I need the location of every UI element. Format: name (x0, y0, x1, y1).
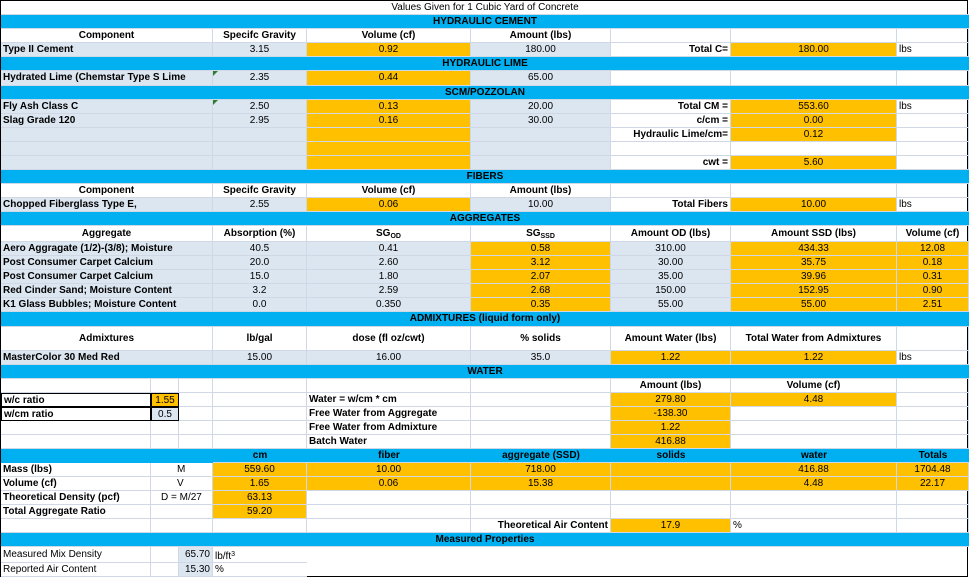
col-sg-ssd[interactable] (471, 226, 611, 242)
aggregate-volume[interactable]: 0.90 (897, 284, 969, 298)
fiber-component[interactable]: Chopped Fiberglass Type E, (1, 198, 213, 212)
title-row (1, 1, 969, 15)
scm-header-row (1, 86, 969, 100)
reported-air-label[interactable]: Reported Air Content (1, 563, 151, 577)
measured-density-label[interactable]: Measured Mix Density (1, 547, 151, 563)
aggregate-sg-od[interactable]: 2.60 (307, 256, 471, 270)
batch-water-label[interactable]: Batch Water (307, 435, 471, 449)
empty-cell[interactable] (897, 435, 969, 449)
volume-label[interactable]: Volume (cf) (1, 477, 151, 491)
empty-cell[interactable] (897, 491, 969, 505)
empty-cell[interactable] (179, 421, 213, 435)
aggregate-absorption[interactable]: 15.0 (213, 270, 307, 284)
empty-cell[interactable] (897, 327, 969, 351)
aggregate-row (1, 242, 969, 256)
aggregate-amount-ssd[interactable]: 35.75 (731, 256, 897, 270)
fibers-header[interactable]: FIBERS (1, 170, 969, 184)
cwt-label[interactable]: cwt = (611, 156, 731, 170)
col-water-volume[interactable]: Volume (cf) (731, 379, 897, 393)
empty-cell[interactable] (151, 379, 179, 393)
empty-cell[interactable] (1, 435, 151, 449)
empty-cell[interactable] (897, 71, 969, 86)
measured-header-row (1, 533, 969, 547)
empty-cell[interactable] (307, 379, 471, 393)
aggregate-amount-od[interactable]: 150.00 (611, 284, 731, 298)
mass-symbol[interactable]: M (151, 463, 213, 477)
empty-cell[interactable] (897, 421, 969, 435)
cement-row (1, 43, 969, 57)
fiber-sg[interactable]: 2.55 (213, 198, 307, 212)
aggregate-amount-ssd[interactable]: 434.33 (731, 242, 897, 256)
volume-aggregate[interactable]: 15.38 (471, 477, 611, 491)
empty-cell[interactable] (213, 379, 307, 393)
hydraulic-cement-header-row (1, 15, 969, 29)
empty-cell[interactable] (731, 142, 897, 156)
empty-cell[interactable] (1, 421, 151, 435)
col-specific-gravity[interactable]: Specifc Gravity (213, 29, 307, 43)
empty-cell[interactable] (151, 435, 179, 449)
empty-cell[interactable] (611, 505, 731, 519)
free-water-aggregate-value[interactable]: -138.30 (611, 407, 731, 421)
lime-sg[interactable] (213, 71, 307, 86)
scm-volume[interactable] (307, 156, 471, 170)
aggregate-amount-ssd[interactable]: 152.95 (731, 284, 897, 298)
free-water-admixture-label[interactable]: Free Water from Admixture (307, 421, 471, 435)
measured-properties-header[interactable]: Measured Properties (1, 533, 969, 547)
aggregate-amount-od[interactable]: 30.00 (611, 256, 731, 270)
empty-cell[interactable] (611, 71, 731, 86)
scm-amount[interactable] (471, 142, 611, 156)
scm-header[interactable]: SCM/POZZOLAN (1, 86, 969, 100)
total-cm-label[interactable]: Total CM = (611, 100, 731, 114)
ccm-label[interactable]: c/cm = (611, 114, 731, 128)
aggregate-amount-od[interactable]: 310.00 (611, 242, 731, 256)
aggregate-absorption[interactable]: 0.0 (213, 298, 307, 312)
fiber-row (1, 198, 969, 212)
water-row-wcm (1, 407, 969, 421)
aggregate-amount-od[interactable]: 35.00 (611, 270, 731, 284)
empty-cell[interactable] (731, 71, 897, 86)
aggregate-sg-ssd[interactable]: 2.68 (471, 284, 611, 298)
total-c-value[interactable]: 180.00 (731, 43, 897, 57)
free-water-aggregate-label[interactable]: Free Water from Aggregate (307, 407, 471, 421)
water-row-admix (1, 421, 969, 435)
scm-sg[interactable]: 2.95 (213, 114, 307, 128)
empty-cell[interactable] (179, 435, 213, 449)
empty-cell[interactable] (151, 519, 213, 533)
cement-component[interactable]: Type II Cement (1, 43, 213, 57)
density-row (1, 491, 969, 505)
fiber-volume[interactable]: 0.06 (307, 198, 471, 212)
total-fibers-value[interactable]: 10.00 (731, 198, 897, 212)
total-c-label[interactable]: Total C= (611, 43, 731, 57)
aggregate-name[interactable]: Post Consumer Carpet Calcium (1, 270, 213, 284)
volume-total[interactable]: 22.17 (897, 477, 969, 491)
aggregate-amount-od[interactable]: 55.00 (611, 298, 731, 312)
mass-total[interactable]: 1704.48 (897, 463, 969, 477)
empty-cell[interactable] (731, 491, 897, 505)
col-solids[interactable]: % solids (471, 327, 611, 351)
admixtures-header-row (1, 312, 969, 327)
total-aggregate-ratio-value[interactable]: 59.20 (213, 505, 307, 519)
volume-symbol[interactable]: V (151, 477, 213, 491)
hydraulic-cement-header[interactable]: HYDRAULIC CEMENT (1, 15, 969, 29)
comment-marker-icon (213, 100, 218, 105)
col-amount-water[interactable]: Amount Water (lbs) (611, 327, 731, 351)
empty-cell[interactable] (471, 379, 611, 393)
empty-cell[interactable] (897, 519, 969, 533)
mass-cm[interactable]: 559.60 (213, 463, 307, 477)
scm-volume[interactable] (307, 142, 471, 156)
empty-cell[interactable] (213, 407, 307, 421)
hydraulic-lime-header[interactable]: HYDRAULIC LIME (1, 57, 969, 71)
aggregate-name[interactable]: Red Cinder Sand; Moisture Content (1, 284, 213, 298)
scm-volume[interactable] (307, 128, 471, 142)
total-fibers-unit[interactable]: lbs (897, 198, 969, 212)
volume-solids[interactable] (611, 477, 731, 491)
total-cm-value[interactable]: 553.60 (731, 100, 897, 114)
col-volume[interactable]: Volume (cf) (307, 184, 471, 198)
aggregate-amount-ssd[interactable]: 55.00 (731, 298, 897, 312)
empty-cell[interactable] (897, 393, 969, 407)
aggregate-sg-ssd[interactable]: 0.58 (471, 242, 611, 256)
empty-cell[interactable] (731, 435, 897, 449)
cwt-value[interactable]: 5.60 (731, 156, 897, 170)
measured-density-row (1, 547, 969, 563)
admixture-lb-gal[interactable]: 15.00 (213, 351, 307, 365)
empty-cell[interactable] (731, 505, 897, 519)
scm-amount[interactable] (471, 156, 611, 170)
col-aggregate[interactable]: Aggregate (1, 226, 213, 242)
empty-cell[interactable] (731, 184, 897, 198)
aggregate-sg-od[interactable]: 2.59 (307, 284, 471, 298)
empty-cell[interactable] (897, 505, 969, 519)
density-formula[interactable]: D = M/27 (151, 491, 213, 505)
wc-ratio-label[interactable]: w/c ratio (1, 393, 151, 407)
total-fibers-label[interactable]: Total Fibers (611, 198, 731, 212)
empty-cell[interactable] (151, 547, 179, 563)
empty-cell[interactable] (1, 519, 151, 533)
lime-volume[interactable]: 0.44 (307, 71, 471, 86)
col-total-water[interactable]: Total Water from Admixtures (731, 327, 897, 351)
aggregate-volume[interactable]: 0.18 (897, 256, 969, 270)
empty-cell[interactable] (471, 435, 611, 449)
col-specific-gravity[interactable]: Specifc Gravity (213, 184, 307, 198)
ccm-value[interactable]: 0.00 (731, 114, 897, 128)
admixtures-colheads (1, 327, 969, 351)
measured-density-value[interactable]: 65.70 (179, 547, 213, 563)
wc-ratio-value[interactable]: 1.55 (151, 393, 179, 407)
batch-water-value[interactable]: 416.88 (611, 435, 731, 449)
volume-row (1, 477, 969, 491)
aggregate-ratio-row (1, 505, 969, 519)
water-colheads (1, 379, 969, 393)
col-sg-od-label: SG (376, 228, 391, 239)
scm-amount[interactable] (471, 128, 611, 142)
empty-cell[interactable] (471, 505, 611, 519)
scm-sg[interactable] (213, 128, 307, 142)
col-amount[interactable]: Amount (lbs) (471, 29, 611, 43)
empty-cell[interactable] (307, 505, 471, 519)
col-component[interactable]: Component (1, 29, 213, 43)
aggregate-name[interactable]: Post Consumer Carpet Calcium (1, 256, 213, 270)
empty-cell[interactable] (611, 29, 731, 43)
volume-cm[interactable]: 1.65 (213, 477, 307, 491)
mass-fiber[interactable]: 10.00 (307, 463, 471, 477)
aggregates-header[interactable]: AGGREGATES (1, 212, 969, 226)
aggregate-amount-ssd[interactable]: 39.96 (731, 270, 897, 284)
col-amount[interactable]: Amount (lbs) (471, 184, 611, 198)
aggregate-row (1, 256, 969, 270)
empty-cell[interactable] (897, 156, 969, 170)
col-component[interactable]: Component (1, 184, 213, 198)
scm-amount[interactable]: 30.00 (471, 114, 611, 128)
theoretical-air-unit[interactable]: % (731, 519, 897, 533)
lime-component[interactable]: Hydrated Lime (Chemstar Type S Lime (1, 71, 213, 86)
aggregate-absorption[interactable]: 3.2 (213, 284, 307, 298)
empty-cell[interactable] (151, 505, 213, 519)
scm-sg[interactable] (213, 100, 307, 114)
empty-cell[interactable] (731, 407, 897, 421)
empty-cell[interactable] (307, 491, 471, 505)
water-row-wc (1, 393, 969, 407)
water-row-batch (1, 435, 969, 449)
lime-amount[interactable]: 65.00 (471, 71, 611, 86)
col-cm[interactable]: cm (213, 449, 307, 463)
col-volume[interactable]: Volume (cf) (307, 29, 471, 43)
reported-air-value[interactable]: 15.30 (179, 563, 213, 577)
aggregates-header-row (1, 212, 969, 226)
scm-component[interactable] (1, 142, 213, 156)
total-c-unit[interactable]: lbs (897, 43, 969, 57)
admixture-unit[interactable]: lbs (897, 351, 969, 365)
cement-volume[interactable]: 0.92 (307, 43, 471, 57)
col-sg-ssd-sub: SSD (540, 233, 555, 240)
aggregate-row (1, 284, 969, 298)
sheet-title[interactable]: Values Given for 1 Cubic Yard of Concrete (1, 1, 969, 15)
fiber-amount[interactable]: 10.00 (471, 198, 611, 212)
admixtures-header[interactable]: ADMIXTURES (liquid form only) (1, 312, 969, 327)
free-water-admixture-value[interactable]: 1.22 (611, 421, 731, 435)
aggregate-absorption[interactable]: 40.5 (213, 242, 307, 256)
aggregate-sg-od[interactable]: 1.80 (307, 270, 471, 284)
empty-cell[interactable] (611, 491, 731, 505)
empty-cell[interactable] (151, 421, 179, 435)
fibers-colheads (1, 184, 969, 198)
aggregates-colheads (1, 226, 969, 242)
empty-cell[interactable] (471, 407, 611, 421)
scm-component[interactable]: Slag Grade 120 (1, 114, 213, 128)
reported-air-unit[interactable]: % (213, 563, 307, 577)
mass-water[interactable]: 416.88 (731, 463, 897, 477)
col-sg-od-sub: OD (390, 233, 401, 240)
col-fiber[interactable]: fiber (307, 449, 471, 463)
aggregate-name[interactable]: K1 Glass Bubbles; Moisture Content (1, 298, 213, 312)
scm-volume[interactable]: 0.16 (307, 114, 471, 128)
col-dose[interactable]: dose (fl oz/cwt) (307, 327, 471, 351)
cement-sg[interactable]: 3.15 (213, 43, 307, 57)
scm-row-3 (1, 128, 969, 142)
volume-water[interactable]: 4.48 (731, 477, 897, 491)
water-header-row (1, 365, 969, 379)
admixture-solids[interactable]: 35.0 (471, 351, 611, 365)
total-cm-unit[interactable]: lbs (897, 100, 969, 114)
aggregate-sg-od[interactable]: 0.350 (307, 298, 471, 312)
hlcm-value[interactable]: 0.12 (731, 128, 897, 142)
aggregate-volume[interactable]: 2.51 (897, 298, 969, 312)
col-lb-gal[interactable]: lb/gal (213, 327, 307, 351)
measured-air-row (1, 563, 969, 577)
col-water-amount[interactable]: Amount (lbs) (611, 379, 731, 393)
col-amount-ssd[interactable]: Amount SSD (lbs) (731, 226, 897, 242)
col-admixtures[interactable]: Admixtures (1, 327, 213, 351)
water-amount[interactable]: 279.80 (611, 393, 731, 407)
cement-amount[interactable]: 180.00 (471, 43, 611, 57)
mass-aggregate[interactable]: 718.00 (471, 463, 611, 477)
theoretical-density-label[interactable]: Theoretical Density (pcf) (1, 491, 151, 505)
empty-cell[interactable] (731, 29, 897, 43)
theoretical-air-label[interactable]: Theoretical Air Content (471, 519, 611, 533)
empty-cell[interactable] (897, 114, 969, 128)
col-amount-od[interactable]: Amount OD (lbs) (611, 226, 731, 242)
scm-sg[interactable] (213, 156, 307, 170)
aggregate-volume[interactable]: 12.08 (897, 242, 969, 256)
water-header[interactable]: WATER (1, 365, 969, 379)
density-unit-sup: 3 (231, 551, 236, 558)
scm-row-2 (1, 114, 969, 128)
aggregate-name[interactable]: Aero Aggragate (1/2)-(3/8); Moisture (1, 242, 213, 256)
density-unit-text: lb/ft (215, 551, 232, 562)
col-agg-volume[interactable]: Volume (cf) (897, 226, 969, 242)
aggregate-absorption[interactable]: 20.0 (213, 256, 307, 270)
lime-sg-value: 2.35 (249, 72, 270, 83)
aggregate-sg-od[interactable]: 0.41 (307, 242, 471, 256)
aggregate-volume[interactable]: 0.31 (897, 270, 969, 284)
admixture-name[interactable]: MasterColor 30 Med Red (1, 351, 213, 365)
empty-cell[interactable] (179, 379, 213, 393)
aggregate-row (1, 270, 969, 284)
col-sg-ssd-label: SG (526, 228, 541, 239)
empty-cell[interactable] (307, 519, 471, 533)
col-solids[interactable]: solids (611, 449, 731, 463)
water-volume[interactable]: 4.48 (731, 393, 897, 407)
aggregate-sg-ssd[interactable]: 2.07 (471, 270, 611, 284)
scm-sg-value: 2.50 (249, 101, 270, 112)
lime-row (1, 71, 969, 86)
scm-amount[interactable]: 20.00 (471, 100, 611, 114)
empty-cell[interactable] (179, 393, 213, 407)
aggregate-sg-ssd[interactable]: 3.12 (471, 256, 611, 270)
empty-cell[interactable] (213, 421, 307, 435)
empty-cell[interactable] (611, 184, 731, 198)
scm-component[interactable] (1, 128, 213, 142)
empty-cell[interactable] (897, 407, 969, 421)
empty-cell[interactable] (213, 435, 307, 449)
scm-component[interactable] (1, 156, 213, 170)
theoretical-density-value[interactable]: 63.13 (213, 491, 307, 505)
empty-cell[interactable] (897, 142, 969, 156)
empty-cell[interactable] (731, 421, 897, 435)
comment-marker-icon (213, 71, 218, 76)
mass-label[interactable]: Mass (lbs) (1, 463, 151, 477)
aggregate-sg-ssd[interactable]: 0.35 (471, 298, 611, 312)
empty-cell[interactable] (611, 142, 731, 156)
wcm-ratio-label[interactable]: w/cm ratio (1, 407, 151, 421)
scm-row-1 (1, 100, 969, 114)
col-aggregate-ssd[interactable]: aggregate (SSD) (471, 449, 611, 463)
air-content-row (1, 519, 969, 533)
scm-row-4 (1, 142, 969, 156)
empty-cell[interactable] (213, 519, 307, 533)
mass-row (1, 463, 969, 477)
empty-cell[interactable] (897, 184, 969, 198)
hydraulic-lime-header-row (1, 57, 969, 71)
theoretical-air-value[interactable]: 17.9 (611, 519, 731, 533)
fibers-header-row (1, 170, 969, 184)
empty-cell[interactable] (897, 128, 969, 142)
volume-fiber[interactable]: 0.06 (307, 477, 471, 491)
admixture-water[interactable]: 1.22 (611, 351, 731, 365)
empty-cell[interactable] (471, 421, 611, 435)
col-sg-od[interactable] (307, 226, 471, 242)
scm-row-5 (1, 156, 969, 170)
empty-cell[interactable] (151, 563, 179, 577)
wcm-ratio-value[interactable]: 0.5 (151, 407, 179, 421)
mass-solids[interactable] (611, 463, 731, 477)
admixture-dose[interactable]: 16.00 (307, 351, 471, 365)
empty-cell[interactable] (471, 491, 611, 505)
empty-cell[interactable] (213, 393, 307, 407)
measured-density-unit[interactable] (213, 547, 307, 563)
scm-volume[interactable]: 0.13 (307, 100, 471, 114)
empty-cell[interactable] (471, 393, 611, 407)
empty-cell[interactable] (897, 379, 969, 393)
water-formula-label[interactable]: Water = w/cm * cm (307, 393, 471, 407)
admixture-row (1, 351, 969, 365)
scm-sg[interactable] (213, 142, 307, 156)
scm-component[interactable]: Fly Ash Class C (1, 100, 213, 114)
summary-header-row (1, 449, 969, 463)
aggregate-row (1, 298, 969, 312)
hlcm-label[interactable]: Hydraulic Lime/cm= (611, 128, 731, 142)
empty-cell[interactable] (1, 379, 151, 393)
total-aggregate-ratio-label[interactable]: Total Aggregate Ratio (1, 505, 151, 519)
hydraulic-cement-colheads (1, 29, 969, 43)
empty-cell[interactable] (897, 29, 969, 43)
col-absorption[interactable]: Absorption (%) (213, 226, 307, 242)
col-water[interactable]: water (731, 449, 897, 463)
col-totals[interactable]: Totals (897, 449, 969, 463)
empty-cell[interactable] (179, 407, 213, 421)
admixture-total-water[interactable]: 1.22 (731, 351, 897, 365)
